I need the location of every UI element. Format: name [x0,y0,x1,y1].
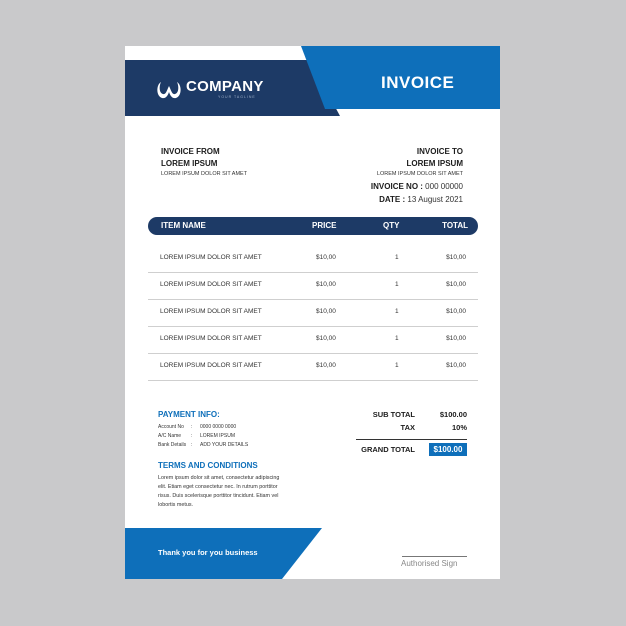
payment-info-title: PAYMENT INFO: [158,410,220,419]
row-item: LOREM IPSUM DOLOR SIT AMET [160,362,262,369]
row-item: LOREM IPSUM DOLOR SIT AMET [160,335,262,342]
bank-details-label: Bank Details [158,442,187,448]
subtotal-value: $100.00 [439,410,467,419]
invoice-date-value: 13 August 2021 [407,195,463,204]
invoice-from-label: INVOICE FROM [161,147,220,156]
ac-name-sep: : [191,433,193,439]
invoice-from-address: LOREM IPSUM DOLOR SIT AMET [161,171,248,177]
invoice-to-address: LOREM IPSUM DOLOR SIT AMET [376,171,463,177]
row-price: $10,00 [316,335,336,342]
row-total: $10,00 [446,281,466,288]
row-price: $10,00 [316,362,336,369]
invoice-number-label: INVOICE NO : [370,182,423,191]
row-price: $10,00 [316,308,336,315]
col-total: TOTAL [442,221,468,230]
ac-name-label: A/C Name [158,433,182,439]
bank-details-value: ADD YOUR DETAILS [200,442,249,448]
company-tagline: YOUR TAGLINE [218,95,256,99]
row-qty: 1 [395,362,399,369]
invoice-page [125,46,500,579]
row-price: $10,00 [316,281,336,288]
row-qty: 1 [395,308,399,315]
table-row [148,245,478,273]
row-item: LOREM IPSUM DOLOR SIT AMET [160,281,262,288]
table-row [148,299,478,327]
row-total: $10,00 [446,335,466,342]
terms-title: TERMS AND CONDITIONS [158,461,258,470]
totals-divider [356,439,467,440]
row-total: $10,00 [446,308,466,315]
ac-name-value: LOREM IPSUM [200,433,236,439]
company-name: COMPANY [186,78,264,95]
account-no-sep: : [191,424,193,430]
row-item: LOREM IPSUM DOLOR SIT AMET [160,308,262,315]
terms-text: Lorem ipsum dolor sit amet, consectetur adipiscing elit. Etiam eget consectetur nec. In rutrum porttitor risus. Duis scelerisque porttitor tincidunt. Etiam vel lobortis metus. [158,475,280,508]
authorised-sign: Authorised Sign [401,559,458,568]
invoice-date [379,195,463,204]
items-table-header [148,217,478,235]
table-row [148,326,478,354]
company-logo-icon [155,79,183,101]
row-item: LOREM IPSUM DOLOR SIT AMET [160,254,262,261]
invoice-number-value: 000 00000 [425,182,463,191]
grand-total-value: $100.00 [429,443,467,456]
account-no-label: Account No [158,424,184,430]
bank-details-sep: : [191,442,193,448]
invoice-date-label: DATE : [379,195,406,204]
invoice-from-name: LOREM IPSUM [161,159,218,168]
tax-label: TAX [400,423,415,432]
invoice-number [371,182,463,191]
invoice-to-label: INVOICE TO [416,147,463,156]
row-total: $10,00 [446,254,466,261]
invoice-title: INVOICE [381,73,455,92]
col-item-name: ITEM NAME [161,221,206,230]
row-qty: 1 [395,254,399,261]
tax-value: 10% [451,423,467,432]
col-qty: QTY [383,221,400,230]
row-price: $10,00 [316,254,336,261]
row-total: $10,00 [446,362,466,369]
subtotal-label: SUB TOTAL [372,410,415,419]
col-price: PRICE [312,221,337,230]
grand-total-label: GRAND TOTAL [361,445,415,454]
signature-line [402,556,467,557]
table-row [148,353,478,381]
thank-you-message: Thank you for you business [158,548,258,557]
row-qty: 1 [395,335,399,342]
account-no-value: 0000 0000 0000 [200,424,237,430]
table-row [148,272,478,300]
invoice-to-name: LOREM IPSUM [406,159,463,168]
row-qty: 1 [395,281,399,288]
